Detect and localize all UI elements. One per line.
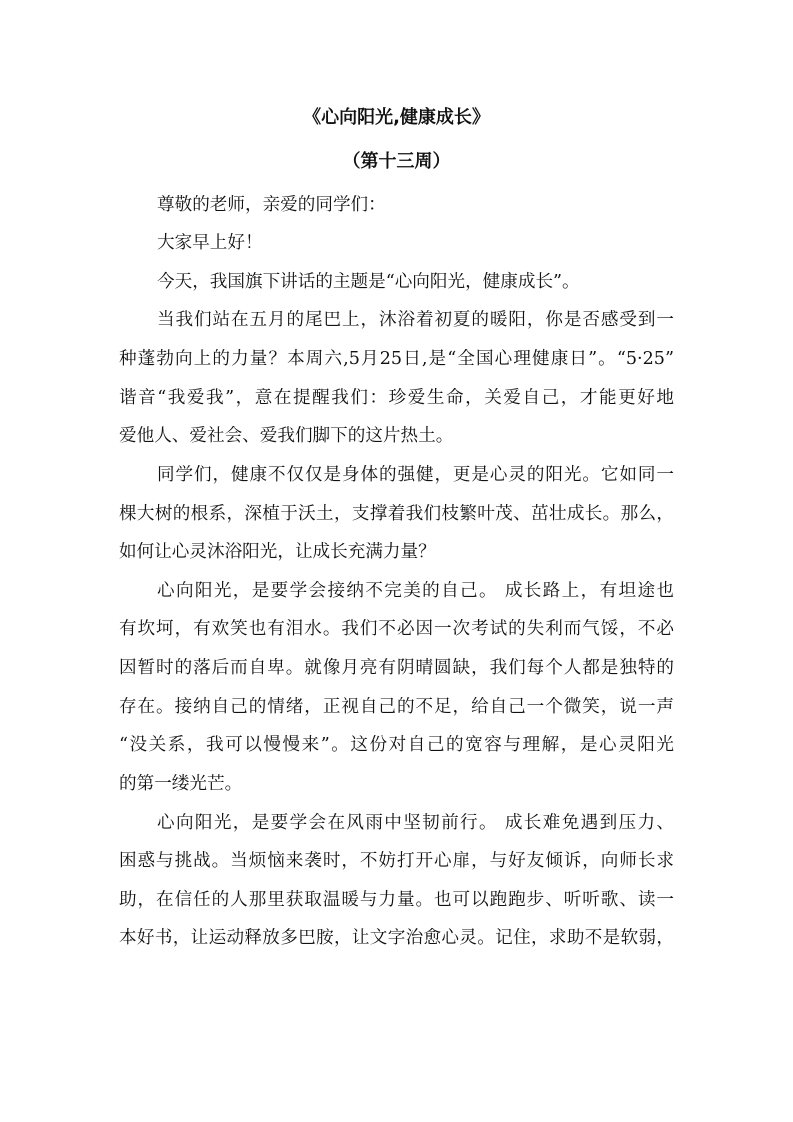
theme-line: 今天，我国旗下讲话的主题是“心向阳光，健康成长”。 [157,272,580,292]
paragraph-line: 因暂时的落后而自卑。就像月亮有阴晴圆缺，我们每个人都是独特的 [119,658,674,678]
paragraph-line: 心向阳光，是要学会接纳不完美的自己。 成长路上，有坦途也 [157,581,674,601]
salutation-line: 尊敬的老师，亲爱的同学们： [157,195,386,215]
paragraph-line: 种蓬勃向上的力量？本周六,5月25日,是“全国心理健康日”。“5·25” [119,349,674,369]
paragraph-line: 同学们，健康不仅仅是身体的强健，更是心灵的阳光。它如同一 [157,465,674,485]
paragraph-line: 的第一缕光芒。 [119,774,243,794]
paragraph-line: 存在。接纳自己的情绪，正视自己的不足，给自己一个微笑，说一声 [119,697,674,717]
paragraph-line: 爱他人、爱社会、爱我们脚下的这片热土。 [119,426,454,446]
paragraph-line: 有坎坷，有欢笑也有泪水。我们不必因一次考试的失利而气馁，不必 [119,619,674,639]
document-title: 《心向阳光,健康成长》 [303,107,490,128]
paragraph-line: 助，在信任的人那里获取温暖与力量。也可以跑跑步、听听歌、读一 [119,890,674,910]
paragraph-line: “没关系，我可以慢慢来”。这份对自己的宽容与理解，是心灵阳光 [119,735,674,755]
greeting-line: 大家早上好！ [157,233,263,253]
paragraph-line: 谐音“我爱我”，意在提醒我们：珍爱生命，关爱自己，才能更好地 [119,388,674,408]
paragraph-line: 心向阳光，是要学会在风雨中坚韧前行。 成长难免遇到压力、 [157,813,674,833]
paragraph-line: 当我们站在五月的尾巴上，沐浴着初夏的暖阳，你是否感受到一 [157,310,674,330]
paragraph-line: 如何让心灵沐浴阳光，让成长充满力量？ [119,542,436,562]
paragraph-line: 本好书，让运动释放多巴胺，让文字治愈心灵。记住，求助不是软弱， [119,928,674,948]
paragraph-line: 困惑与挑战。当烦恼来袭时，不妨打开心扉，与好友倾诉，向师长求 [119,851,674,871]
document-subtitle: （第十三周） [342,151,451,172]
paragraph-line: 棵大树的根系，深植于沃土，支撑着我们枝繁叶茂、茁壮成长。那么， [119,504,674,524]
